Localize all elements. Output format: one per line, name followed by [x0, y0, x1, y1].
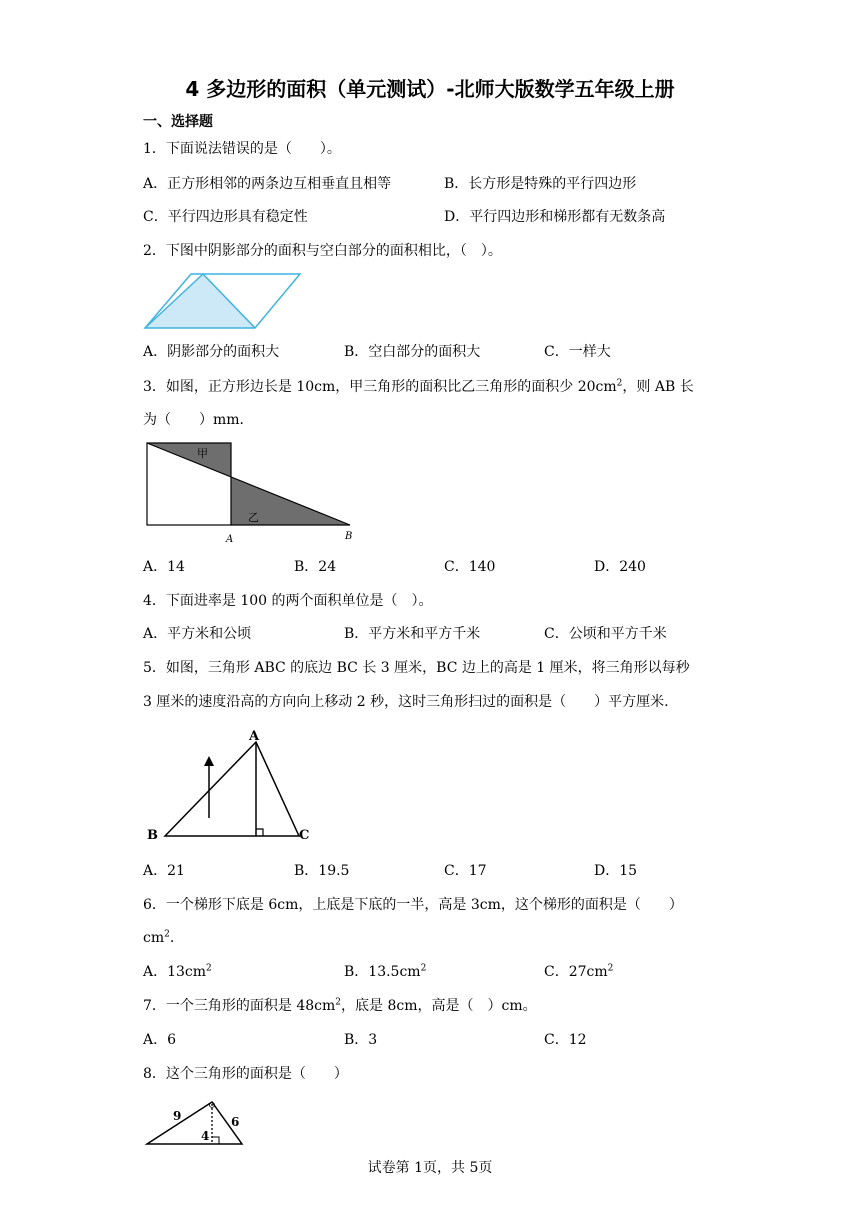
triangle-height-figure — [145, 1098, 250, 1150]
question-6-option-c: C．$27cm^2$ — [544, 963, 614, 980]
question-3-option-a: A．14 — [143, 559, 185, 575]
question-7-stem: 7．一个三角形的面积是 $48cm^2$，底是 8cm，高是（ ）cm。 — [143, 997, 537, 1014]
label-vertex-c: C — [299, 828, 310, 843]
question-7-option-c: C．12 — [544, 1032, 587, 1048]
question-5-stem-line2: 3 厘米的速度沿高的方向向上移动 2 秒，这时三角形扫过的面积是（ ）平方厘米. — [143, 694, 669, 710]
question-2-option-a: A．阴影部分的面积大 — [143, 344, 280, 360]
question-2-stem: 2．下图中阴影部分的面积与空白部分的面积相比，（ ）。 — [143, 243, 502, 259]
question-6-stem-line1: 6．一个梯形下底是 6cm，上底是下底的一半，高是 3cm，这个梯形的面积是（ ） — [143, 897, 683, 913]
question-3-option-c: C．140 — [444, 559, 496, 575]
page-footer: 试卷第 1页，共 5页 — [367, 1160, 493, 1176]
label-side-6: 6 — [231, 1115, 240, 1129]
question-8-stem: 8．这个三角形的面积是（ ） — [143, 1066, 348, 1082]
page-title: 4 多边形的面积（单元测试）-北师大版数学五年级上册 — [185, 77, 675, 101]
question-4-option-a: A．平方米和公顷 — [143, 626, 252, 642]
question-2-option-b: B．空白部分的面积大 — [344, 344, 481, 360]
question-5-option-c: C．17 — [444, 863, 487, 879]
question-5-option-b: B．19.5 — [294, 863, 350, 879]
label-jia: 甲 — [197, 447, 208, 460]
label-point-b: B — [345, 531, 353, 542]
question-1-option-c: C．平行四边形具有稳定性 — [143, 209, 308, 225]
question-6-stem-line2: $cm^2$. — [143, 929, 175, 946]
question-5-stem-line1: 5．如图，三角形 ABC 的底边 BC 长 3 厘米，BC 边上的高是 1 厘米，将三角形以每秒 — [143, 660, 690, 676]
question-6-option-b: B．$13.5cm^2$ — [344, 963, 427, 980]
question-4-option-c: C．公顷和平方千米 — [544, 626, 667, 642]
label-vertex-b: B — [147, 828, 158, 843]
question-4-stem: 4．下面进率是 100 的两个面积单位是（ ）。 — [143, 593, 433, 609]
label-height-4: 4 — [201, 1129, 210, 1143]
label-yi: 乙 — [248, 511, 259, 524]
question-4-option-b: B．平方米和平方千米 — [344, 626, 481, 642]
parallelogram-figure — [143, 270, 303, 332]
question-1-option-b: B．长方形是特殊的平行四边形 — [444, 176, 637, 192]
section-heading: 一、选择题 — [143, 114, 213, 130]
triangle-abc-figure — [145, 726, 320, 844]
question-6-option-a: A．$13cm^2$ — [143, 963, 212, 980]
question-1-option-d: D．平行四边形和梯形都有无数条高 — [444, 209, 666, 225]
square-triangle-figure — [145, 441, 360, 547]
label-side-9: 9 — [173, 1109, 182, 1123]
question-3-stem-line1: 3．如图，正方形边长是 10cm，甲三角形的面积比乙三角形的面积少 $20cm^2$，则 AB 长 — [143, 378, 694, 395]
question-3-option-b: B．24 — [294, 559, 337, 575]
question-1-option-a: A．正方形相邻的两条边互相垂直且相等 — [143, 176, 392, 192]
question-7-option-a: A．6 — [143, 1032, 177, 1048]
question-7-option-b: B．3 — [344, 1032, 378, 1048]
question-5-option-a: A．21 — [143, 863, 185, 879]
question-5-option-d: D．15 — [594, 863, 638, 879]
question-3-option-d: D．240 — [594, 559, 646, 575]
question-3-stem-line2: 为（ ）mm． — [143, 412, 254, 428]
question-1-stem: 1．下面说法错误的是（ ）。 — [143, 141, 341, 157]
question-2-option-c: C．一样大 — [544, 344, 611, 360]
label-point-a: A — [226, 534, 234, 545]
label-vertex-a: A — [249, 729, 260, 744]
